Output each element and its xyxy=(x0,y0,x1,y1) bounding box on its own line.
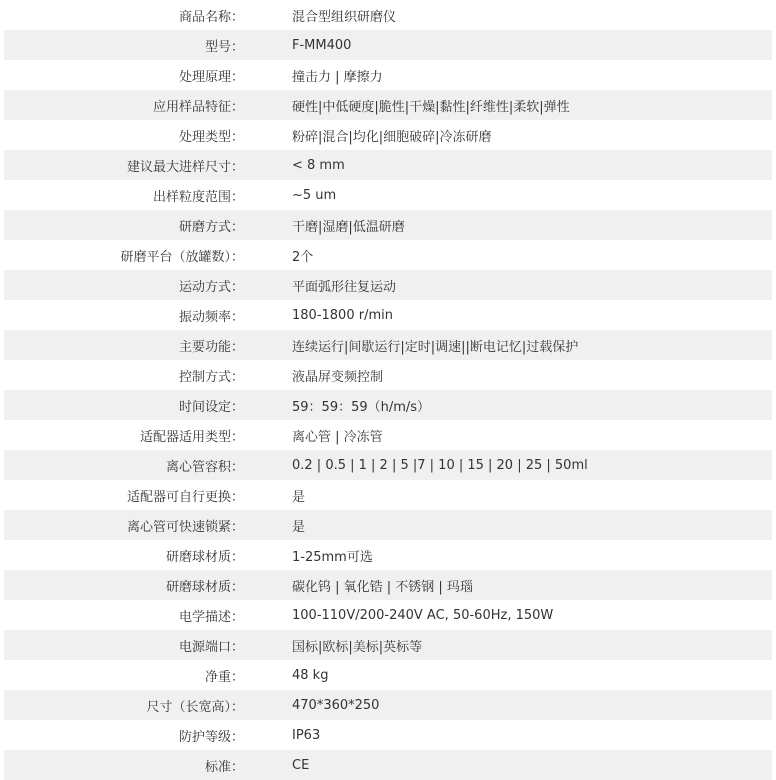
spec-spacer xyxy=(244,480,292,510)
spec-spacer xyxy=(244,360,292,390)
spec-value: 干磨|湿磨|低温研磨 xyxy=(292,219,405,235)
spec-row xyxy=(4,420,772,450)
spec-label: 主要功能： xyxy=(178,339,244,355)
spec-spacer xyxy=(244,570,292,600)
spec-table xyxy=(4,0,772,780)
spec-value: 59：59：59（h/m/s） xyxy=(292,399,431,415)
spec-label: 标准： xyxy=(204,759,244,775)
spec-label: 离心管容积： xyxy=(165,459,244,475)
spec-row xyxy=(4,450,772,480)
spec-label: 商品名称： xyxy=(178,9,244,25)
spec-label: 应用样品特征： xyxy=(152,99,244,115)
spec-label: 适配器适用类型： xyxy=(139,429,244,445)
spec-row xyxy=(4,360,772,390)
spec-label: 处理原理： xyxy=(178,69,244,85)
spec-row xyxy=(4,540,772,570)
spec-value: CE xyxy=(292,757,310,773)
spec-spacer xyxy=(244,120,292,150)
spec-row xyxy=(4,300,772,330)
spec-row xyxy=(4,30,772,60)
spec-label: 处理类型： xyxy=(178,129,244,145)
spec-value: 撞击力 | 摩擦力 xyxy=(292,69,383,85)
spec-value: 180-1800 r/min xyxy=(292,307,393,323)
spec-label: 控制方式： xyxy=(178,369,244,385)
spec-row xyxy=(4,270,772,300)
spec-spacer xyxy=(244,510,292,540)
spec-label: 研磨平台（放罐数）： xyxy=(120,249,244,265)
spec-spacer xyxy=(244,210,292,240)
spec-row xyxy=(4,0,772,30)
spec-value: 碳化钨 | 氧化锆 | 不锈钢 | 玛瑙 xyxy=(292,579,473,595)
spec-label: 时间设定： xyxy=(178,399,244,415)
spec-label: 离心管可快速锁紧： xyxy=(126,519,244,535)
spec-spacer xyxy=(244,330,292,360)
spec-spacer xyxy=(244,630,292,660)
spec-row xyxy=(4,570,772,600)
spec-value: 粉碎|混合|均化|细胞破碎|冷冻研磨 xyxy=(292,129,492,145)
spec-label: 防护等级： xyxy=(178,729,244,745)
spec-spacer xyxy=(244,450,292,480)
spec-value: 是 xyxy=(292,489,306,505)
spec-row xyxy=(4,240,772,270)
spec-label: 电学描述： xyxy=(178,609,244,625)
spec-row xyxy=(4,510,772,540)
spec-row xyxy=(4,180,772,210)
spec-row xyxy=(4,480,772,510)
spec-label: 型号： xyxy=(204,39,244,55)
spec-row xyxy=(4,390,772,420)
spec-spacer xyxy=(244,60,292,90)
spec-spacer xyxy=(244,540,292,570)
spec-value: 连续运行|间歇运行|定时|调速||断电记忆|过载保护 xyxy=(292,339,579,355)
spec-spacer xyxy=(244,660,292,690)
spec-row xyxy=(4,120,772,150)
spec-label: 电源端口： xyxy=(178,639,244,655)
spec-label: 振动频率： xyxy=(178,309,244,325)
spec-value: 2个 xyxy=(292,249,314,265)
spec-row xyxy=(4,60,772,90)
spec-label: 研磨球材质： xyxy=(165,579,244,595)
spec-row xyxy=(4,600,772,630)
spec-value: 离心管 | 冷冻管 xyxy=(292,429,383,445)
spec-label: 建议最大进样尺寸： xyxy=(126,159,244,175)
spec-label: 出样粒度范围： xyxy=(152,189,244,205)
spec-spacer xyxy=(244,150,292,180)
spec-label: 适配器可自行更换： xyxy=(126,489,244,505)
spec-row xyxy=(4,90,772,120)
spec-spacer xyxy=(244,300,292,330)
spec-value: ~5 um xyxy=(292,187,337,203)
spec-value: 100-110V/200-240V AC, 50-60Hz, 150W xyxy=(292,607,554,623)
spec-value: IP63 xyxy=(292,727,321,743)
spec-table-body xyxy=(4,0,772,780)
spec-value: 1-25mm可选 xyxy=(292,549,373,565)
spec-row xyxy=(4,750,772,780)
spec-spacer xyxy=(244,0,292,30)
spec-spacer xyxy=(244,720,292,750)
spec-spacer xyxy=(244,390,292,420)
spec-value: 48 kg xyxy=(292,667,329,683)
spec-row xyxy=(4,720,772,750)
spec-value: 硬性|中低硬度|脆性|干燥|黏性|纤维性|柔软|弹性 xyxy=(292,99,570,115)
spec-value: 是 xyxy=(292,519,306,535)
spec-label: 尺寸（长宽高）： xyxy=(146,699,244,715)
spec-value: < 8 mm xyxy=(292,157,345,173)
spec-value: F-MM400 xyxy=(292,37,352,53)
spec-row xyxy=(4,330,772,360)
spec-value: 混合型组织研磨仪 xyxy=(292,9,397,25)
spec-label: 研磨球材质： xyxy=(165,549,244,565)
spec-label: 运动方式： xyxy=(178,279,244,295)
spec-row xyxy=(4,210,772,240)
spec-value: 平面弧形往复运动 xyxy=(292,279,397,295)
spec-spacer xyxy=(244,690,292,720)
spec-spacer xyxy=(244,420,292,450)
spec-row xyxy=(4,150,772,180)
spec-value: 0.2 | 0.5 | 1 | 2 | 5 |7 | 10 | 15 | 20 | 25 | 50ml xyxy=(292,457,588,473)
spec-row xyxy=(4,630,772,660)
spec-spacer xyxy=(244,30,292,60)
spec-spacer xyxy=(244,240,292,270)
spec-spacer xyxy=(244,90,292,120)
spec-spacer xyxy=(244,180,292,210)
spec-spacer xyxy=(244,600,292,630)
spec-spacer xyxy=(244,270,292,300)
spec-row xyxy=(4,690,772,720)
spec-value: 液晶屏变频控制 xyxy=(292,369,384,385)
spec-label: 研磨方式： xyxy=(178,219,244,235)
spec-spacer xyxy=(244,750,292,780)
spec-value: 国标|欧标|美标|英标等 xyxy=(292,639,423,655)
spec-row xyxy=(4,660,772,690)
spec-value: 470*360*250 xyxy=(292,697,380,713)
spec-label: 净重： xyxy=(204,669,244,685)
